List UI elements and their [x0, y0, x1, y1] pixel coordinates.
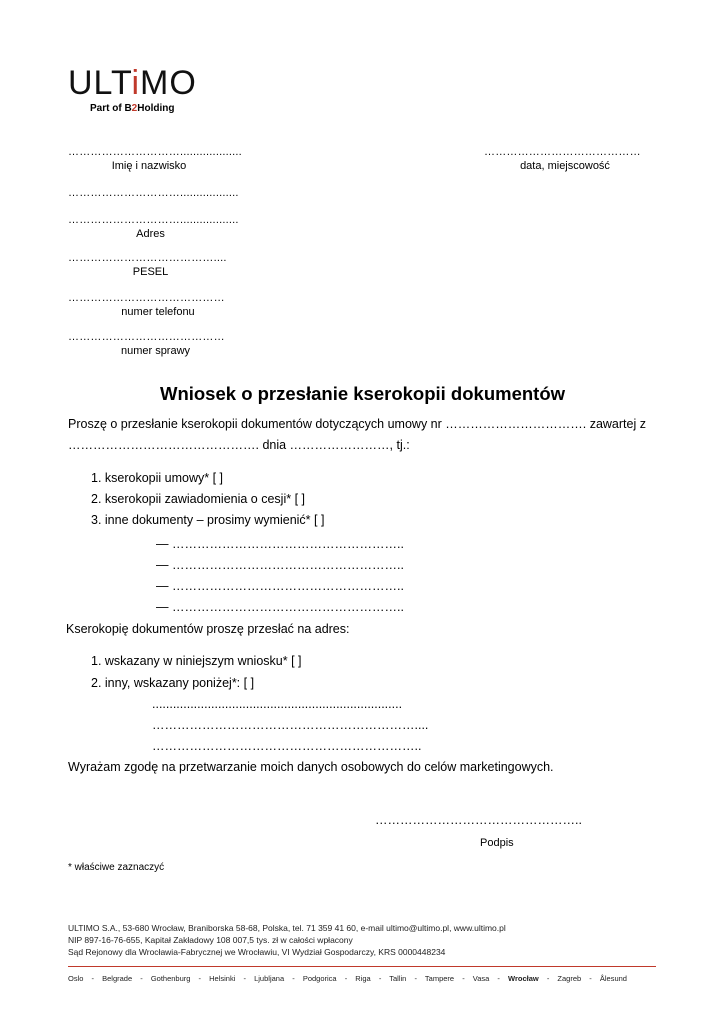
city: Tallin — [389, 974, 407, 983]
city: Riga — [355, 974, 371, 983]
footer-cities — [68, 974, 633, 983]
footer-tax-info: NIP 897-16-76-655, Kapitał Zakładowy 108 007,5 tys. zł w całości wpłacony — [68, 935, 353, 945]
date-dots[interactable]: …………………………………… — [484, 146, 641, 158]
logo-subtitle: Part of B2Holding — [90, 103, 175, 114]
city: Belgrade — [102, 974, 133, 983]
ultimo-logo: ULTiMO — [68, 64, 197, 102]
city: Podgorica — [302, 974, 337, 983]
signature-label: Podpis — [480, 837, 514, 849]
footer-court-info: Sąd Rejonowy dla Wrocławia-Fabrycznej we Wrocławiu, VI Wydział Gospodarczy, KRS 0000448234 — [68, 947, 446, 957]
case-number-dots[interactable]: …………………………………… — [68, 331, 225, 343]
city: Vasa — [472, 974, 490, 983]
footnote: * właściwe zaznaczyć — [68, 862, 165, 873]
city: Zagreb — [557, 974, 582, 983]
address-dots-1[interactable]: ………………………….................. — [68, 187, 239, 199]
separator: - — [589, 974, 592, 983]
separator: - — [140, 974, 143, 983]
marketing-consent: Wyrażam zgodę na przetwarzanie moich danych osobowych do celów marketingowych. — [68, 760, 554, 774]
city: Tampere — [424, 974, 455, 983]
other-doc-line[interactable]: — ……………………………………………….. — [156, 537, 404, 551]
separator: - — [414, 974, 417, 983]
other-address-line[interactable]: ……………………………………………………….... — [152, 718, 429, 732]
other-doc-line[interactable]: — ……………………………………………….. — [156, 600, 404, 614]
separator: - — [546, 974, 550, 983]
separator: - — [497, 974, 500, 983]
phone-dots[interactable]: …………………………………… — [68, 292, 225, 304]
send-address-label: Kserokopię dokumentów proszę przesłać na adres: — [66, 622, 350, 636]
other-doc-line[interactable]: — ……………………………………………….. — [156, 579, 404, 593]
city: Ljubljana — [254, 974, 285, 983]
option-other-address[interactable]: 2. inny, wskazany poniżej*: [ ] — [91, 676, 255, 690]
city: Oslo — [68, 974, 84, 983]
address-dots-2[interactable]: ………………………….................. — [68, 214, 239, 226]
city: Wrocław — [508, 974, 539, 983]
name-dots[interactable]: …………………………................... — [68, 146, 242, 158]
separator: - — [378, 974, 382, 983]
other-doc-line[interactable]: — ……………………………………………….. — [156, 558, 404, 572]
separator: - — [462, 974, 465, 983]
date-label: data, miejscowość — [520, 160, 610, 172]
request-line-1: Proszę o przesłanie kserokopii dokumentów dotyczących umowy nr ……………………………. zawartej z — [68, 417, 646, 431]
case-number-label: numer sprawy — [120, 345, 191, 357]
option-other-documents[interactable]: 3. inne dokumenty – prosimy wymienić* [ ] — [91, 513, 325, 527]
city: Ålesund — [599, 974, 627, 983]
other-address-line[interactable]: ........................................................................ — [152, 697, 403, 711]
separator: - — [292, 974, 295, 983]
option-address-in-request[interactable]: 1. wskazany w niniejszym wniosku* [ ] — [91, 654, 302, 668]
city: Helsinki — [209, 974, 236, 983]
request-line-2: ………………………………………. dnia ……………………, tj.: — [68, 438, 410, 452]
other-address-line[interactable]: ……………………………………………………….. — [152, 739, 422, 753]
address-label: Adres — [136, 228, 165, 240]
phone-label: numer telefonu — [121, 306, 195, 318]
option-assignment-notice-copy[interactable]: 2. kserokopii zawiadomienia o cesji* [ ] — [91, 492, 305, 506]
pesel-dots[interactable]: ………………………………….... — [68, 252, 227, 264]
pesel-label: PESEL — [132, 266, 169, 278]
separator: - — [198, 974, 202, 983]
separator: - — [344, 974, 348, 983]
separator: - — [243, 974, 246, 983]
footer-company-info: ULTIMO S.A., 53-680 Wrocław, Braniborska 58-68, Polska, tel. 71 359 41 60, e-mail ultimo@ultimo.pl, www.ultimo.pl — [68, 923, 506, 933]
separator: - — [91, 974, 95, 983]
name-label: Imię i nazwisko — [111, 160, 187, 172]
city: Gothenburg — [150, 974, 191, 983]
document-title: Wniosek o przesłanie kserokopii dokumentów — [159, 383, 566, 404]
signature-dots[interactable]: ………………………………………….. — [375, 813, 582, 827]
option-contract-copy[interactable]: 1. kserokopii umowy* [ ] — [91, 471, 223, 485]
footer-divider — [68, 966, 656, 967]
